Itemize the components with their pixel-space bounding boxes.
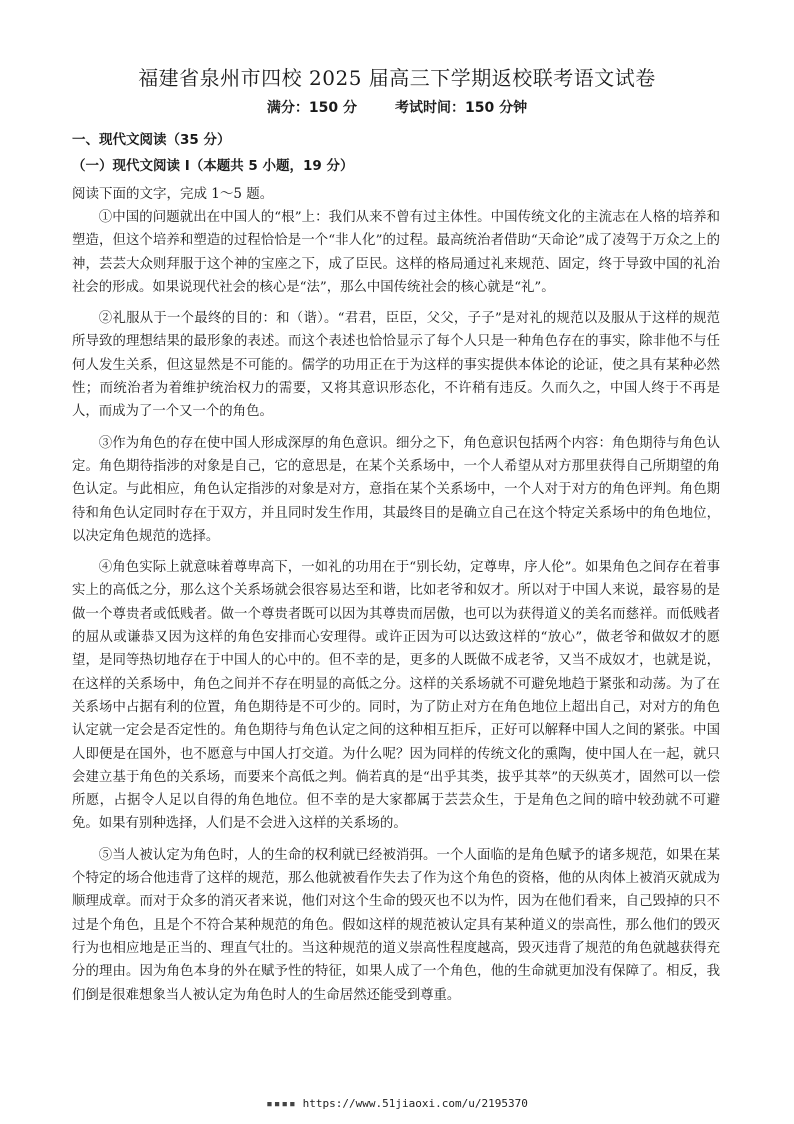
exam-meta [0,97,794,117]
reading-instruction: 阅读下面的文字，完成 1～5 题。 [72,186,274,202]
passage-paragraph-2: ②礼服从于一个最终的目的：和（谐）。“君君，臣臣，父父，子子”是对礼的规范以及服从于这样的规范所导致的理想结果的最形象的表述。而这个表述也恰恰显示了每个人只是一种角色存在的事实，除非他不与任何人发生关系，但这显然是不可能的。儒学的功用正在于为这样的事实提供本体论的论证，使之具有某种必然性；而统治者为着维护统治权力的需要，又将其意识形态化，不许稍有违反。久而久之，中国人终于不再是人，而成为了一个又一个的角色。 [72,311,720,420]
passage-paragraph-1: ①中国的问题就出在中国人的“根”上：我们从来不曾有过主体性。中国传统文化的主流志在人格的培养和塑造，但这个培养和塑造的过程恰恰是一个“非人化”的过程。最高统治者借助“天命论”成了凌驾于万众之上的神，芸芸大众则拜服于这个神的宝座之下，成了臣民。这样的格局通过礼来规范、固定，终于导致中国的礼治社会的形成。如果说现代社会的核心是“法”，那么中国传统社会的核心就是“礼”。 [72,210,720,295]
section-heading: 一、现代文阅读（35 分） [72,132,231,148]
page-footer [0,1097,794,1110]
footer-url[interactable]: https://www.51jiaoxi.com/u/2195370 [302,1097,528,1110]
exam-title: 福建省泉州市四校 2025 届高三下学期返校联考语文试卷 [138,66,656,90]
passage-paragraph-5: ⑤当人被认定为角色时，人的生命的权利就已经被消弭。一个人面临的是角色赋予的诸多规范，如果在某个特定的场合他违背了这样的规范，那么他就被看作失去了作为这个角色的资格，他的从肉体上被消灭就成为顺理成章。而对于众多的消灭者来说，他们对这个生命的毁灭也不以为忤，因为在他们看来，自己毁掉的只不过是个角色，且是个不符合某种规范的角色。假如这样的规范被认定具有某种道义的崇高性，那么他们的毁灭行为也相应地是正当的、理直气壮的。当这种规范的道义崇高性程度越高，毁灭违背了规范的角色就越获得充分的理由。因为角色本身的外在赋予性的特征，如果人成了一个角色，他的生命就更加没有保障了。相反，我们倒是很难想象当人被认定为角色时人的生命居然还能受到尊重。 [72,847,720,1003]
passage-paragraph-3: ③作为角色的存在使中国人形成深厚的角色意识。细分之下，角色意识包括两个内容：角色期待与角色认定。角色期待指涉的对象是自己，它的意思是，在某个关系场中，一个人希望从对方那里获得自己所期望的角色认定。与此相应，角色认定指涉的对象是对方，意指在某个关系场中，一个人对于对方的角色评判。角色期待和角色认定同时存在于双方，并且同时发生作用，其最终目的是确立自己在这个特定关系场中的角色地位，以决定角色规范的选择。 [72,435,720,544]
passage-paragraph-4: ④角色实际上就意味着尊卑高下，一如礼的功用在于“别长幼，定尊卑，序人伦”。如果角色之间存在着事实上的高低之分，那么这个关系场就会很容易达至和谐，比如老爷和奴才。所以对于中国人来说，最容易的是做一个尊贵者或低贱者。做一个尊贵者既可以因为其尊贵而居傲，也可以为获得道义的美名而慈祥。而低贱者的屈从或谦恭又因为这样的角色安排而心安理得。或许正因为可以达致这样的“放心”，做老爷和做奴才的愿望，是同等热切地存在于中国人的心中的。但不幸的是，更多的人既做不成老爷，又当不成奴才，也就是说，在这样的关系场中，角色之间并不存在明显的高低之分。这样的关系场就不可避免地趋于紧张和动荡。为了在关系场中占据有利的位置，角色期待是不可少的。同时，为了防止对方在角色地位上超出自己，对对方的角色认定就一定会是否定性的。角色期待与角色认定之间的这种相互拒斥，正好可以解释中国人之间的紧张。中国人即便是在国外，也不愿意与中国人打交道。为什么呢？因为同样的传统文化的熏陶，使中国人在一起，就只会建立基于角色的关系场，而要来个高低之判。倘若真的是“出乎其类，拔乎其萃”的天纵英才，固然可以一偿所愿，占据令人足以自得的角色地位。但不幸的是大家都属于芸芸众生，于是角色之间的暗中较劲就不可避免。如果有别种选择，人们是不会进入这样的关系场的。 [72,560,720,832]
reading-passage [72,206,720,1015]
exam-time: 考试时间：150 分钟 [395,100,528,116]
full-score: 满分：150 分 [266,100,357,116]
sub-section-heading: （一）现代文阅读 I（本题共 5 小题，19 分） [72,158,354,174]
footer-mark: ▪▪▪▪ [266,1097,297,1110]
